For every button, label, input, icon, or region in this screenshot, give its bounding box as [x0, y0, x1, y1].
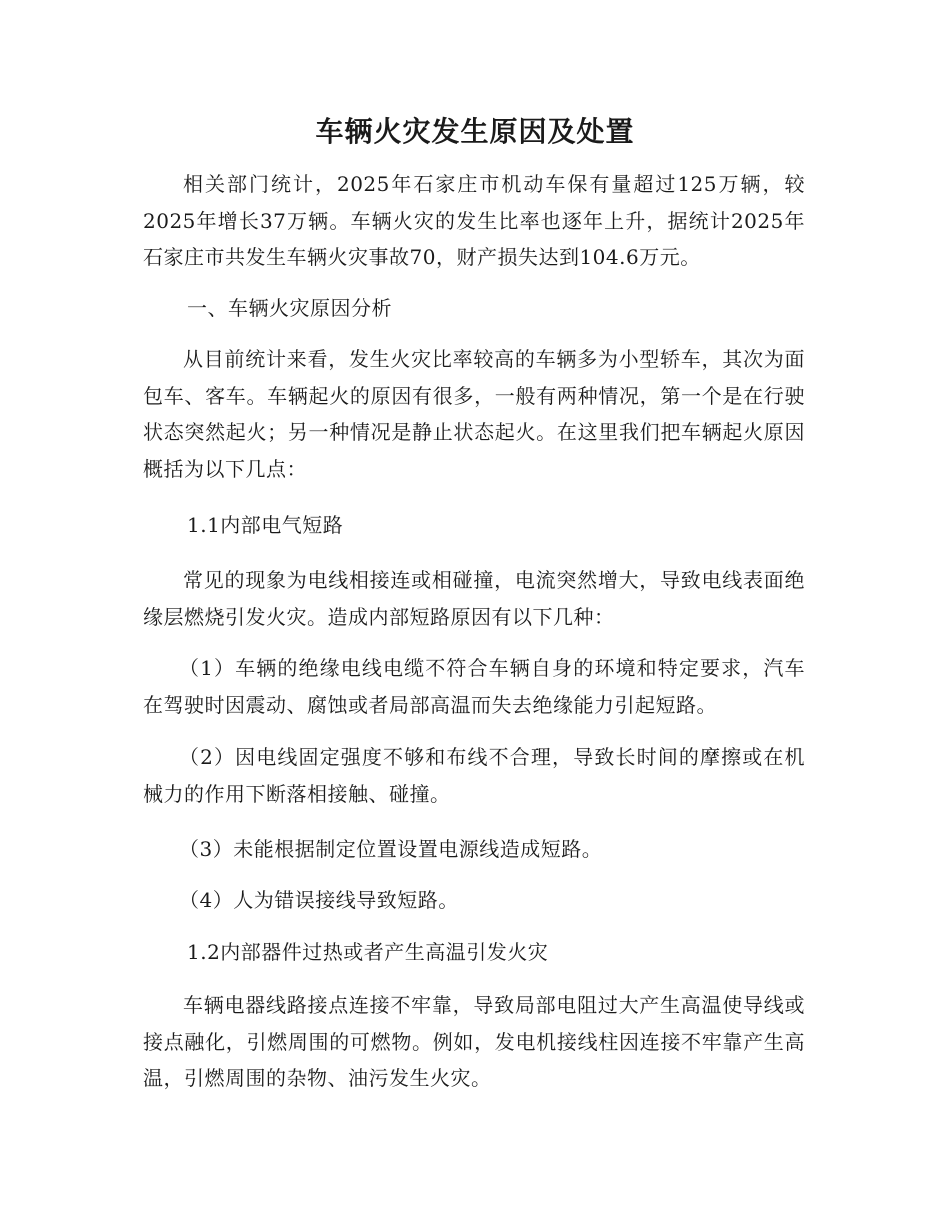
list-item: （4）人为错误接线导致短路。	[179, 888, 459, 912]
subsection-paragraph-overheating: 车辆电器线路接点连接不牢靠，导致局部电阻过大产生高温使导线或接点融化，引燃周围的可燃物。例如，发电机接线柱因连接不牢靠产生高温，引燃周围的杂物、油污发生火灾。	[143, 993, 805, 1090]
subsection-heading-overheating: 1.2内部器件过热或者产生高温引发火灾	[187, 940, 549, 964]
section-paragraph-causes: 从目前统计来看，发生火灾比率较高的车辆多为小型轿车，其次为面包车、客车。车辆起火的原因有很多，一般有两种情况，第一个是在行驶状态突然起火；另一种情况是静止状态起火。在这里我们把车辆起火原因概括为以下几点：	[143, 347, 805, 481]
list-item: （2）因电线固定强度不够和布线不合理，导致长时间的摩擦或在机械力的作用下断落相接触、碰撞。	[143, 745, 805, 806]
document-title: 车辆火灾发生原因及处置	[315, 115, 635, 148]
list-item: （1）车辆的绝缘电线电缆不符合车辆自身的环境和特定要求，汽车在驾驶时因震动、腐蚀或者局部高温而失去绝缘能力引起短路。	[143, 656, 805, 717]
subsection-paragraph-short-circuit: 常见的现象为电线相接连或相碰撞，电流突然增大，导致电线表面绝缘层燃烧引发火灾。造成内部短路原因有以下几种：	[143, 568, 805, 629]
intro-paragraph: 相关部门统计，2025年石家庄市机动车保有量超过125万辆，较2025年增长37万辆。车辆火灾的发生比率也逐年上升，据统计2025年石家庄市共发生车辆火灾事故70，财产损失达到104.6万元。	[143, 172, 805, 269]
section-heading-causes: 一、车辆火灾原因分析	[187, 296, 392, 320]
list-item: （3）未能根据制定位置设置电源线造成短路。	[179, 837, 603, 861]
subsection-heading-short-circuit: 1.1内部电气短路	[187, 513, 344, 537]
